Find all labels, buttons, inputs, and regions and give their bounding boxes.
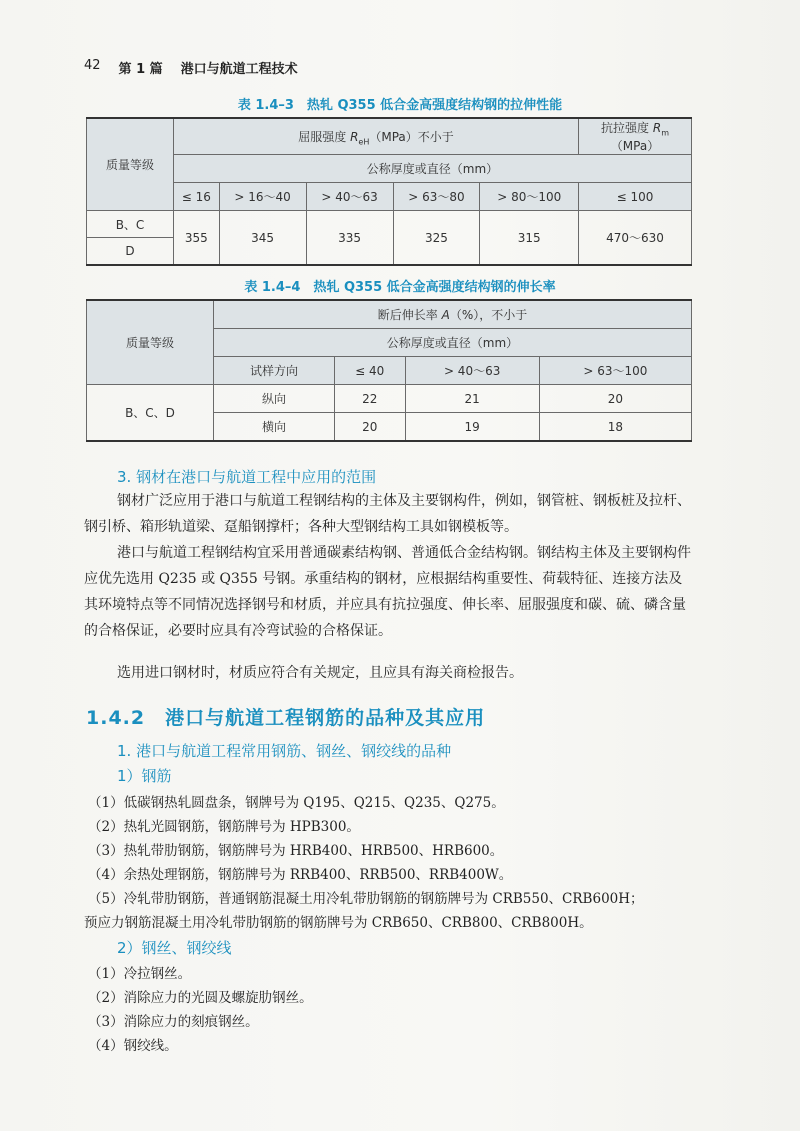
list-item: （1）低碳钢热轧圆盘条，钢牌号为 Q195、Q215、Q235、Q275。 (88, 795, 505, 811)
list-item: （1）冷拉钢丝。 (88, 966, 192, 982)
section-heading: 3. 钢材在港口与航道工程中应用的范围 (117, 468, 377, 486)
direction-cell: 横向 (214, 413, 335, 442)
tensile-properties-table (86, 117, 692, 266)
list-item: （4）钢绞线。 (88, 1038, 178, 1054)
range-cell: > 80～100 (480, 183, 579, 211)
chapter-section-heading: 1.4.2 港口与航道工程钢筋的品种及其应用 (86, 707, 486, 729)
elongation-table (86, 299, 692, 442)
list-item: （3）消除应力的刻痕钢丝。 (88, 1014, 259, 1030)
grade-cell: B、C、D (87, 385, 214, 442)
table2-caption: 表 1.4–4 热轧 Q355 低合金高强度结构钢的伸长率 (244, 280, 556, 295)
subsection-heading: 1）钢筋 (117, 767, 172, 785)
list-item-continuation: 预应力钢筋混凝土用冷轧带肋钢筋的钢筋牌号为 CRB650、CRB800、CRB800H。 (84, 915, 593, 931)
list-item: （3）热轧带肋钢筋，钢筋牌号为 HRB400、HRB500、HRB600。 (88, 843, 504, 859)
value-cell: 21 (405, 385, 539, 413)
grade-cell: B、C (87, 211, 174, 238)
value-cell: 20 (335, 413, 406, 442)
range-cell: > 63～80 (393, 183, 480, 211)
part-label: 第 1 篇 (118, 62, 163, 77)
thickness-header: 公称厚度或直径（mm） (174, 155, 692, 183)
paragraph: 钢材广泛应用于港口与航道工程钢结构的主体及主要钢构件，例如，钢管桩、钢板桩及拉杆、钢引桥、箱形轨道梁、趸船钢撑杆；各种大型钢结构工具如钢模板等。 (84, 493, 691, 535)
value-cell: 22 (335, 385, 406, 413)
page-number: 42 (84, 58, 101, 73)
range-cell: > 63～100 (539, 357, 691, 385)
value-cell: 325 (393, 211, 480, 266)
yield-strength-header: 屈服强度 $R_{eH}(MPa)$不小于 (174, 118, 579, 155)
list-item: （2）消除应力的光圆及螺旋肋钢丝。 (88, 990, 313, 1006)
paragraph: 选用进口钢材时，材质应符合有关规定，且应具有海关商检报告。 (117, 665, 523, 681)
range-cell: ≤ 100 (579, 183, 692, 211)
range-cell: > 16～40 (219, 183, 306, 211)
value-cell: 19 (405, 413, 539, 442)
grade-cell: D (87, 238, 174, 266)
quality-grade-header: 质量等级 (87, 300, 214, 385)
part-title: 港口与航道工程技术 (180, 62, 298, 77)
subsection-heading: 1. 港口与航道工程常用钢筋、钢丝、钢绞线的品种 (117, 742, 452, 760)
range-cell: > 40～63 (405, 357, 539, 385)
value-cell: 20 (539, 385, 691, 413)
thickness-header: 公称厚度或直径（mm） (214, 329, 692, 357)
value-cell: 335 (306, 211, 393, 266)
value-cell: 355 (174, 211, 220, 266)
value-cell: 18 (539, 413, 691, 442)
range-cell: ≤ 16 (174, 183, 220, 211)
list-item: （4）余热处理钢筋，钢筋牌号为 RRB400、RRB500、RRB400W。 (88, 867, 513, 883)
paragraph: 港口与航道工程钢结构宜采用普通碳素结构钢、普通低合金结构钢。钢结构主体及主要钢构件应优先选用 Q235 或 Q355 号钢。承重结构的钢材，应根据结构重要性、荷载特征、连接方法及其环境特点等不同情况选择钢号和材质，并应具有抗拉强度、伸长率、屈服强度和碳、硫、磷含量的合格保证，必要时应具有冷弯试验的合格保证。 (84, 545, 691, 639)
quality-grade-header: 质量等级 (87, 118, 174, 211)
table1-caption: 表 1.4–3 热轧 Q355 低合金高强度结构钢的拉伸性能 (237, 98, 563, 113)
tensile-strength-header: 抗拉强度 $R_m(MPa)$ (579, 118, 692, 155)
range-cell: > 40～63 (306, 183, 393, 211)
value-cell: 315 (480, 211, 579, 266)
direction-header: 试样方向 (214, 357, 335, 385)
elongation-header: 断后伸长率 A（%），不小于 (214, 300, 692, 329)
running-header (84, 58, 298, 77)
direction-cell: 纵向 (214, 385, 335, 413)
value-cell: 470～630 (579, 211, 692, 266)
list-item: （2）热轧光圆钢筋，钢筋牌号为 HPB300。 (88, 819, 360, 835)
range-cell: ≤ 40 (335, 357, 406, 385)
value-cell: 345 (219, 211, 306, 266)
list-item: （5）冷轧带肋钢筋，普通钢筋混凝土用冷轧带肋钢筋的钢筋牌号为 CRB550、CRB600H； (88, 891, 644, 907)
subsection-heading: 2）钢丝、钢绞线 (117, 939, 232, 957)
